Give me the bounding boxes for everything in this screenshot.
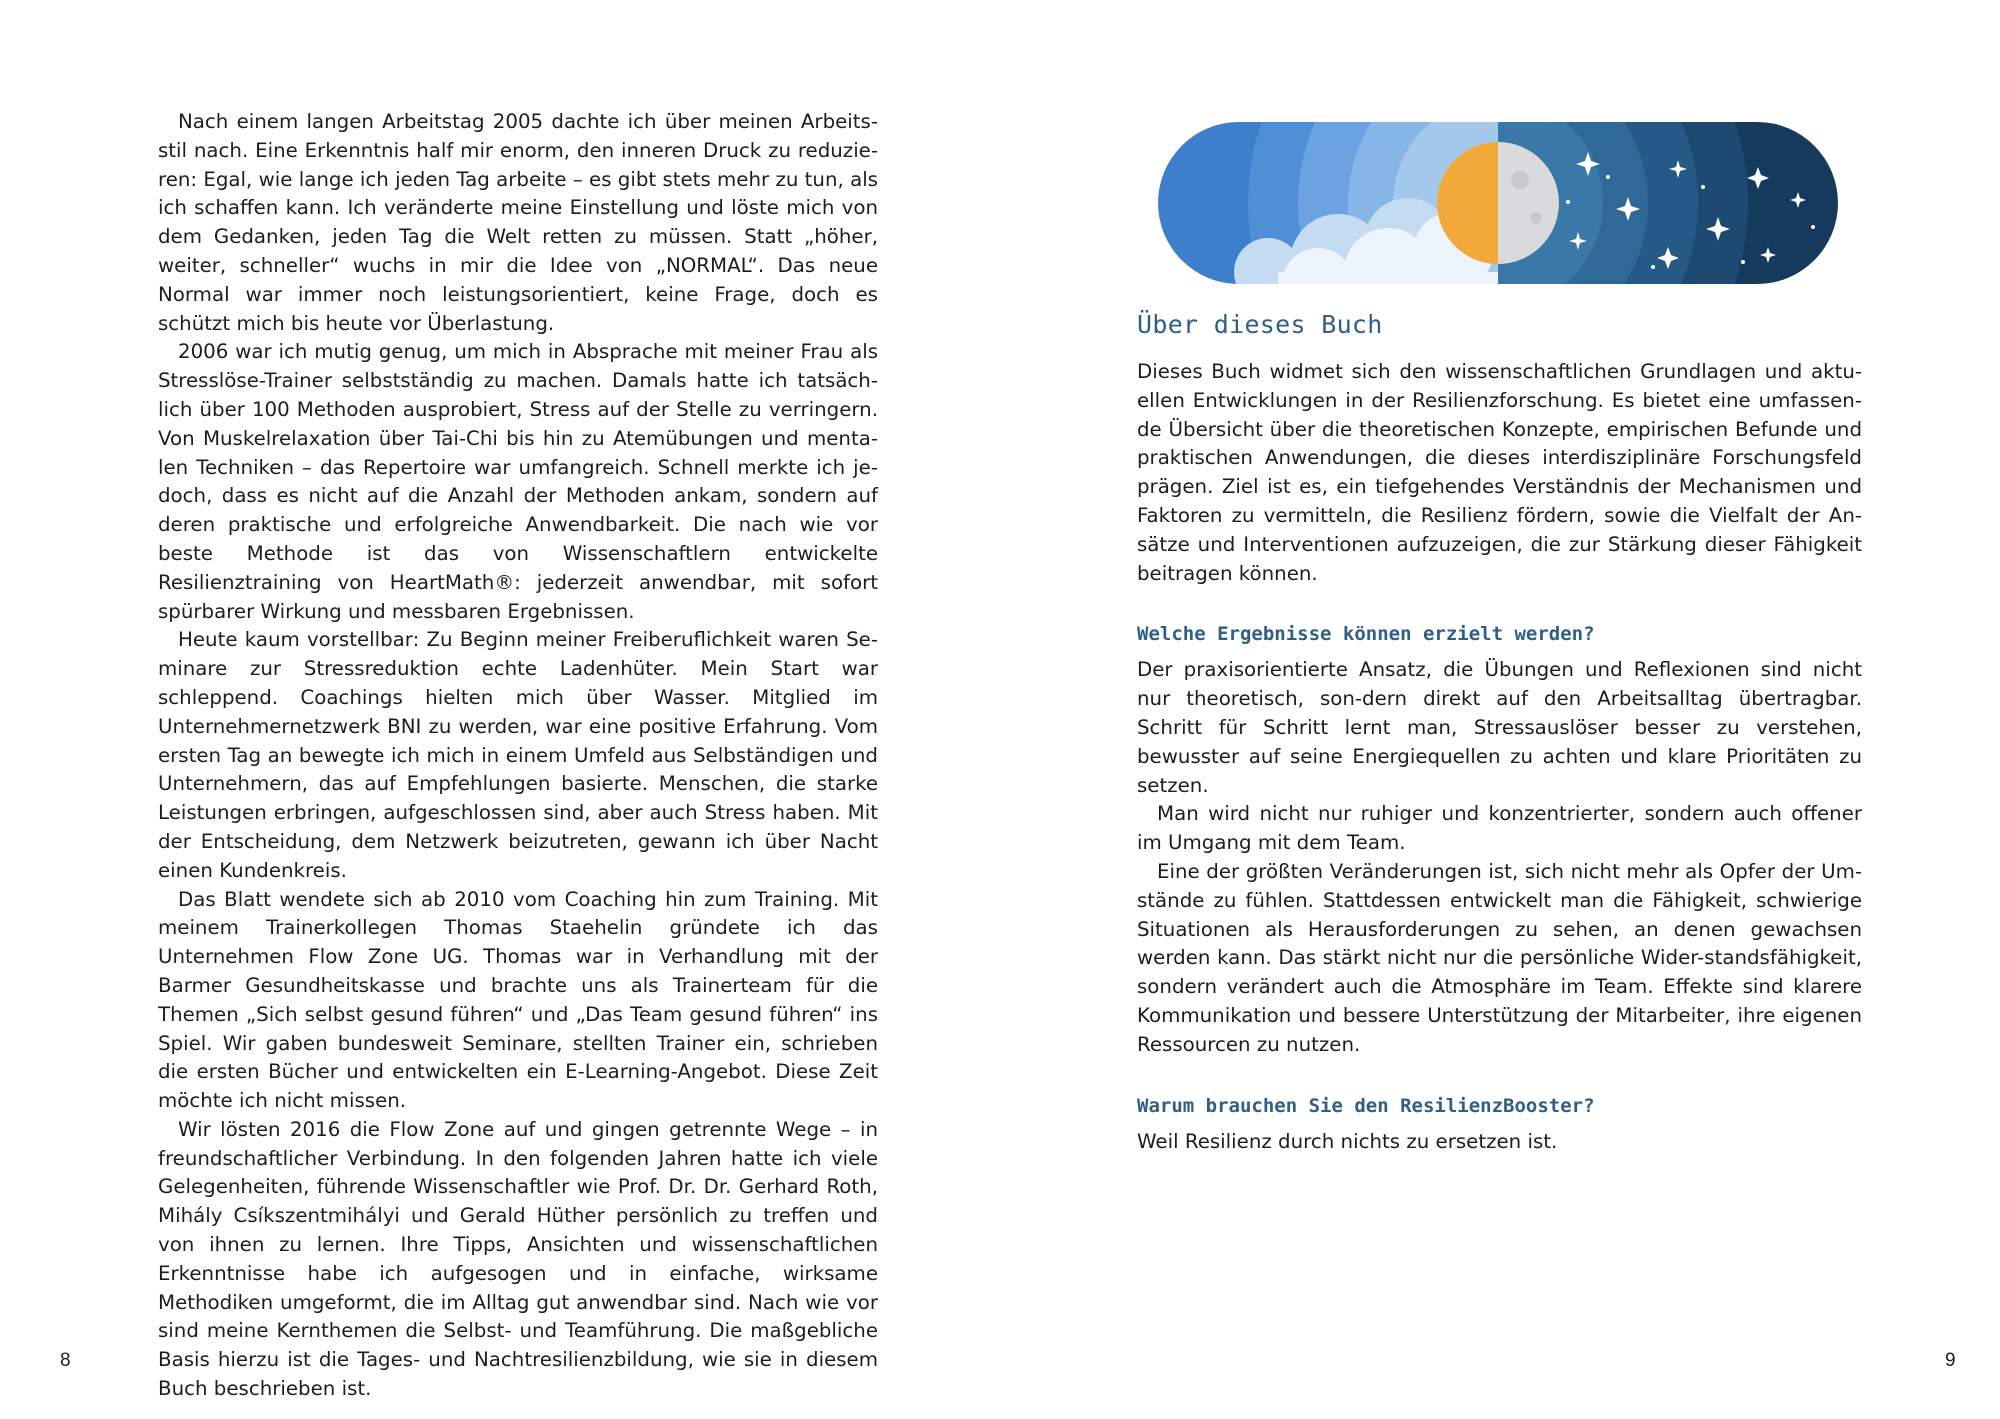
intro-paragraph: Dieses Buch widmet sich den wissenschaftlichen Grundlagen und aktuellen Entwicklungen in der Resilienzforschung. Es bietet eine umfassende Übersicht über die theoretischen Konzepte, empirischen Befunde und praktischen Anwendungen, die dieses interdisziplinäre Forschungsfeld prägen. Ziel ist es, ein tiefgehendes Verständnis der Mechanismen und Faktoren zu vermitteln, die Resilienz fördern, sowie die Vielfalt der Ansätze und Interventionen aufzuzeigen, die zur Stärkung dieser Fähigkeit beitragen können. [1137, 360, 1862, 585]
subheading-results: Welche Ergebnisse können erzielt werden? [1137, 623, 1595, 646]
left-paragraph-1: Nach einem langen Arbeitstag 2005 dachte ich über meinen Arbeitsstil nach. Eine Erkenntnis half mir enorm, den inneren Druck zu reduzieren: Egal, wie lange ich jeden Tag arbeite – es gibt stets mehr zu tun, als ich schaffen kann. Ich veränderte meine Einstellung und löste mich von dem Gedanken, jeden Tag die Welt retten zu müssen. Statt „höher, weiter, schneller“ wuchs in mir die Idee von „NORMAL“. Das neue Normal war immer noch leistungsorientiert, keine Frage, doch es schützt mich bis heute vor Überlastung. [158, 110, 878, 335]
page-number-right: 9 [1945, 1350, 1956, 1371]
page-number-left: 8 [60, 1350, 71, 1371]
left-page-body [158, 108, 878, 1404]
day-night-toggle-icon [1158, 122, 1838, 284]
why-paragraph: Weil Resilienz durch nichts zu ersetzen ist. [1137, 1129, 1558, 1153]
subheading-why: Warum brauchen Sie den ResilienzBooster? [1137, 1094, 1595, 1117]
results-paragraph-2: Man wird nicht nur ruhiger und konzentrierter, sondern auch offener im Umgang mit dem Team. [1137, 802, 1862, 855]
left-paragraph-5: Wir lösten 2016 die Flow Zone auf und gingen getrennte Wege – in freundschaftlicher Verbindung. In den folgenden Jahren hatte ich viele Gelegenheiten, führende Wissenschaftler wie Prof. Dr. Dr. Gerhard Roth, Mihály Csíkszentmihályi und Gerald Hüther persönlich zu treffen und von ihnen zu lernen. Ihre Tipps, Ansichten und wissenschaftlichen Erkenntnisse habe ich aufgesogen und in einfache, wirksame Methodiken umgeformt, die im Alltag gut anwendbar sind. Nach wie vor sind meine Kernthemen die Selbst- und Teamführung. Die maßgebliche Basis hierzu ist die Tages- und Nachtresilienzbildung, wie sie in diesem Buch beschrieben ist. [158, 1117, 878, 1401]
left-paragraph-3: Heute kaum vorstellbar: Zu Beginn meiner Freiberuflichkeit waren Seminare zur Stressreduktion echte Ladenhüter. Mein Start war schleppend. Coachings hielten mich über Wasser. Mitglied im Unternehmernetzwerk BNI zu werden, war eine positive Erfahrung. Vom ersten Tag an bewegte ich mich in einem Umfeld aus Selbständigen und Unternehmern, das auf Empfehlungen basierte. Menschen, die starke Leistungen erbringen, aufgeschlossen sind, aber auch Stress haben. Mit der Entscheidung, dem Netzwerk beizutreten, gewann ich über Nacht einen Kundenkreis. [158, 628, 878, 882]
results-paragraph-3: Eine der größten Veränderungen ist, sich nicht mehr als Opfer der Umstände zu fühlen. Stattdessen entwickelt man die Fähigkeit, schwierige Situationen als Herausforderungen zu sehen, an denen gewachsen werden kann. Das stärkt nicht nur die persönliche Wider-standsfähigkeit, sondern verändert auch die Atmosphäre im Team. Effekte sind klarere Kommunikation und bessere Unterstützung der Mitarbeiter, ihre eigenen Ressourcen zu nutzen. [1137, 859, 1862, 1056]
right-page-body [1137, 308, 1862, 1156]
left-paragraph-4: Das Blatt wendete sich ab 2010 vom Coaching hin zum Training. Mit meinem Trainerkollegen Thomas Staehelin gründete ich das Unternehmen Flow Zone UG. Thomas war in Verhandlung mit der Barmer Gesundheitskasse und brachte uns als Trainerteam für die Themen „Sich selbst gesund führen“ und „Das Team gesund führen“ ins Spiel. Wir gaben bundesweit Seminare, stellten Trainer ein, schrieben die ersten Bücher und entwickelten ein E-Learning-Angebot. Diese Zeit möchte ich nicht missen. [158, 887, 878, 1113]
page-title: Über dieses Buch [1137, 310, 1383, 339]
results-paragraph-1: Der praxisorientierte Ansatz, die Übungen und Reflexionen sind nicht nur theoretisch, son-dern direkt auf den Arbeitsalltag übertragbar. Schritt für Schritt lernt man, Stressauslöser besser zu verstehen, bewusster auf seine Energiequellen zu achten und klare Prioritäten zu setzen. [1137, 658, 1862, 797]
left-paragraph-2: 2006 war ich mutig genug, um mich in Absprache mit meiner Frau als Stresslöse-Trainer selbstständig zu machen. Damals hatte ich tatsächlich über 100 Methoden ausprobiert, Stress auf der Stelle zu verringern. Von Muskelrelaxation über Tai-Chi bis hin zu Atemübungen und mentalen Techniken – das Repertoire war umfangreich. Schnell merkte ich jedoch, dass es nicht auf die Anzahl der Methoden ankam, sondern auf deren praktische und erfolgreiche Anwendbarkeit. Die nach wie vor beste Methode ist das von Wissenschaftlern entwickelte Resilienztraining von HeartMath®: jederzeit anwendbar, mit sofort spürbarer Wirkung und messbaren Ergebnissen. [158, 340, 878, 623]
